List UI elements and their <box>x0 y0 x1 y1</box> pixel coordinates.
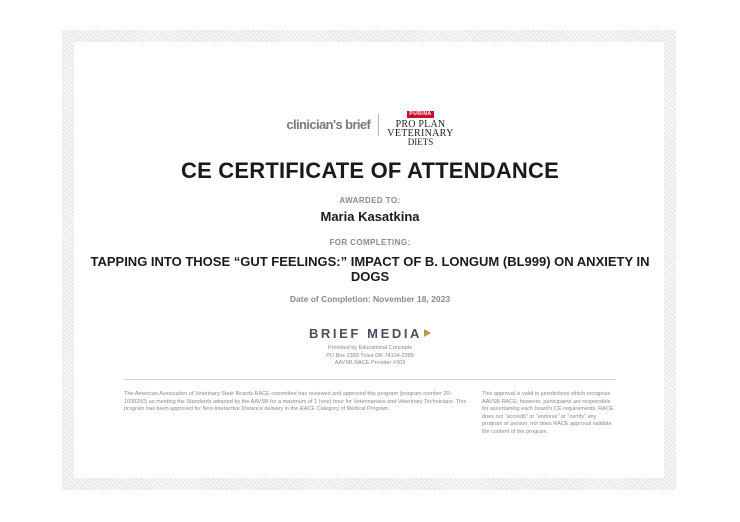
diets-text: DIETS <box>407 137 434 147</box>
race-disclaimer-text: This approval is valid in jurisdictions which recognize AAVSB RACE; however, participants are responsible for ascertaining each board's CE requirements. RACE does not "accredit" or "endorse" or "certify" any program or person, nor does RACE approval validate the content of the program. <box>482 391 614 435</box>
recipient-name: Maria Kasatkina <box>320 209 420 224</box>
brief-media-text: BRIEF MEDIA <box>308 326 423 341</box>
clinicians-brief-logo: clinician's brief <box>286 114 379 136</box>
pro-plan-veterinary-diets-logo <box>379 102 453 147</box>
veterinary-text: VETERINARY <box>387 128 454 139</box>
certificate-title: CE CERTIFICATE OF ATTENDANCE <box>181 158 559 183</box>
brief-media-logo <box>0 326 740 341</box>
divider <box>124 379 616 380</box>
flag-icon <box>424 329 431 337</box>
for-completing-label: FOR COMPLETING: <box>329 238 411 247</box>
provider-address: PO Box 2389 Tulsa OK 74104-2389 <box>326 352 414 359</box>
race-approval-text: The American Association of Veterinary State Boards RACE committee has reviewed and approved this program (program number 20-1039250) as meeting the Standards adopted by the AAVSB for a maximum of 1 (one) hour for Veterinarians and Veterinary Technicians. This program has been approved for Non-Interactive Distance delivery in the RACE Category of Medical Program. <box>124 391 467 412</box>
header-logos <box>0 102 740 147</box>
completion-date: Date of Completion: November 18, 2023 <box>289 294 451 304</box>
awarded-to-label: AWARDED TO: <box>339 196 401 205</box>
course-title: TAPPING INTO THOSE “GUT FEELINGS:” IMPACT OF B. LONGUM (BL999) ON ANXIETY IN DOGS <box>90 254 650 284</box>
pro-plan-text: PRO PLAN <box>395 119 446 130</box>
provider-line: Provided by Educational Concepts <box>327 345 413 351</box>
purina-badge: PURINA <box>409 111 432 117</box>
provider-info <box>0 345 740 368</box>
provider-number: AAVSB RACE Provider #309 <box>334 360 406 366</box>
